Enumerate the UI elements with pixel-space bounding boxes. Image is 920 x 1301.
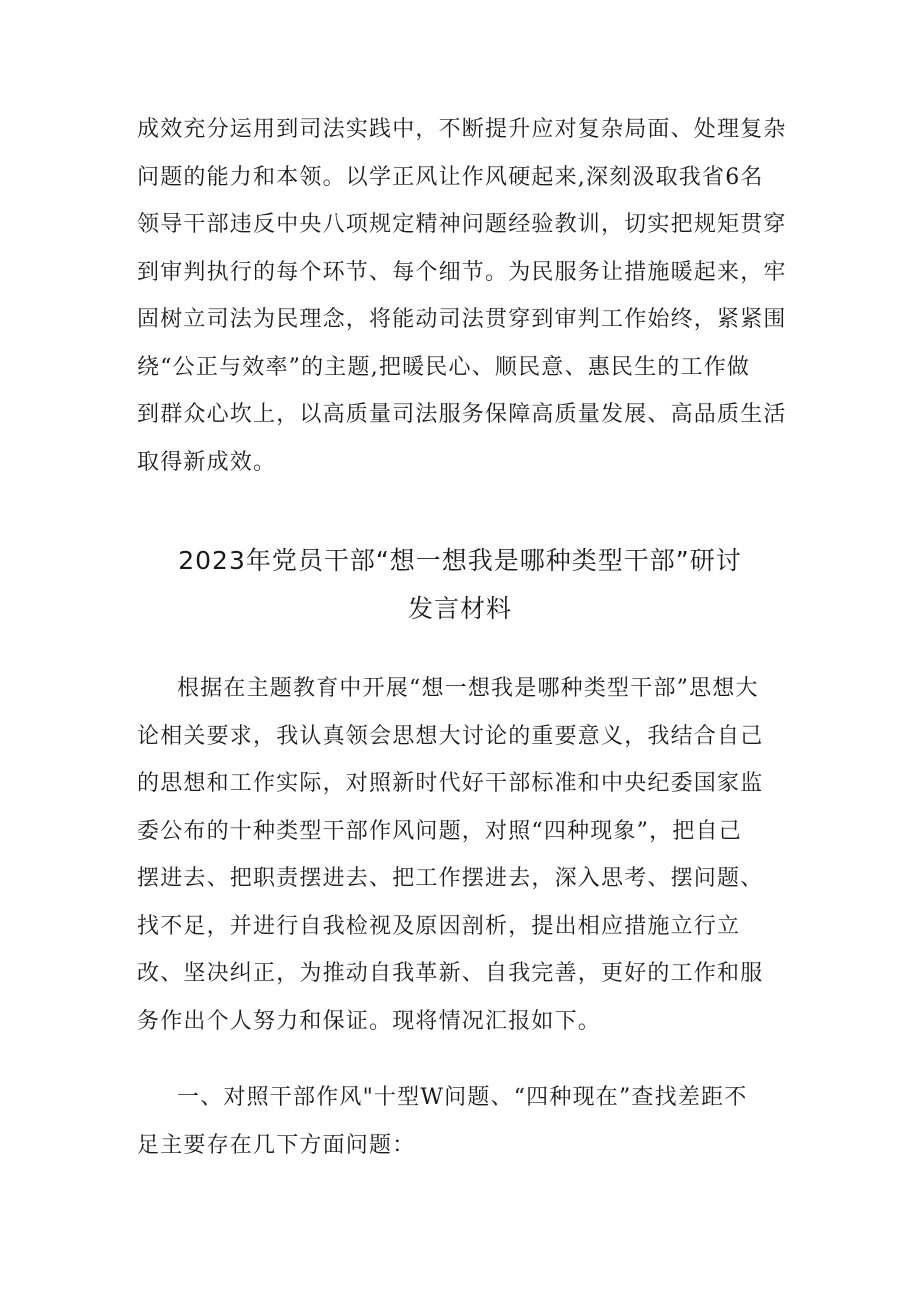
paragraph-line: 固树立司法为民理念，将能动司法贯穿到审判工作始终，紧紧围: [137, 307, 787, 332]
paragraph-line: 成效充分运用到司法实践中，不断提升应对复杂局面、处理复杂: [137, 117, 787, 142]
paragraph-line: 务作出个人努力和保证。现将情况汇报如下。: [137, 1008, 602, 1034]
paragraph-line: 问题的能力和本领。以学正风让作风硬起来,深刻汲取我省6名: [137, 164, 764, 190]
paragraph-line: 领导干部违反中央八项规定精神问题经验教训，切实把规矩贯穿: [137, 212, 787, 237]
paragraph-line: 摆进去、把职责摆进去、把工作摆进去，深入思考、摆问题、: [137, 866, 764, 891]
paragraph-line: 取得新成效。: [137, 449, 277, 475]
paragraph-line: 找不足，并进行自我检视及原因剖析，提出相应措施立行立: [137, 913, 741, 939]
paragraph-line: 到群众心坎上，以高质量司法服务保障高质量发展、高品质生活: [137, 402, 787, 427]
document-title: [0, 537, 920, 633]
intro-paragraph: [137, 665, 785, 1045]
paragraph-line: 改、坚决纠正，为推动自我革新、自我完善，更好的工作和服: [137, 961, 764, 986]
paragraph-line: 根据在主题教育中开展“想一想我是哪种类型干部”思想大: [177, 676, 759, 701]
paragraph-line: 委公布的十种类型干部作风问题，对照“四种现象”，把自己: [137, 818, 742, 844]
paragraph-line: 论相关要求，我认真领会思想大讨论的重要意义，我结合自己: [137, 723, 764, 749]
title-line-1: 2023年党员干部“想一想我是哪种类型干部”研讨: [178, 546, 742, 575]
top-paragraph: [137, 106, 785, 486]
paragraph-line: 的思想和工作实际，对照新时代好干部标准和中央纪委国家监: [137, 771, 764, 796]
title-line-2: 发言材料: [407, 594, 512, 623]
section-heading-line: 一、对照干部作风"十型W问题、“四种现在”查找差距不: [177, 1085, 748, 1110]
section-heading-line: 足主要存在几下方面问题：: [137, 1132, 416, 1158]
paragraph-line: 绕“公正与效率”的主题,把暖民心、顺民意、惠民生的工作做: [137, 354, 751, 380]
section-one: [137, 1074, 785, 1169]
paragraph-line: 到审判执行的每个环节、每个细节。为民服务让措施暖起来，牢: [137, 259, 787, 285]
